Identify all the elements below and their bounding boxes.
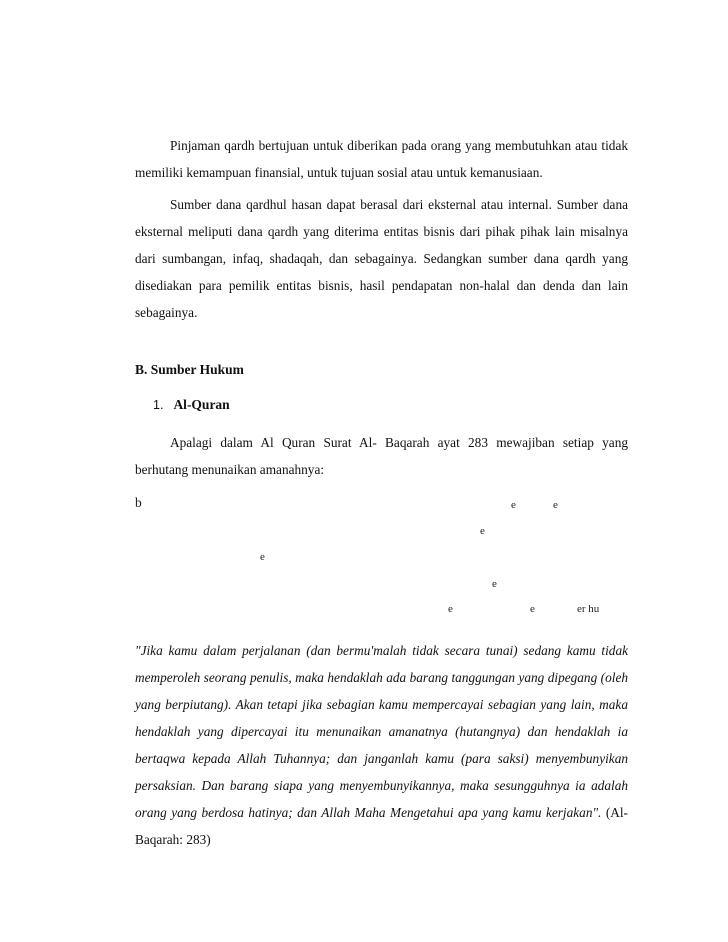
- arabic-fragment: b: [135, 495, 142, 510]
- subheading-number: 1.: [153, 398, 164, 412]
- arabic-fragment: e: [480, 525, 485, 537]
- arabic-fragment: e: [260, 551, 265, 563]
- arabic-fragment: e: [530, 603, 535, 615]
- paragraph-baqarah-intro: Apalagi dalam Al Quran Surat Al- Baqarah ayat 283 mewajiban setiap yang berhutang menunaikan amanahnya:: [135, 435, 628, 477]
- arabic-fragment: er hu: [577, 603, 600, 615]
- verse-translation-text: "Jika kamu dalam perjalanan (dan bermu'malah tidak secara tunai) sedang kamu tidak memperoleh seorang penulis, maka hendaklah ada barang tanggungan yang dipegang (oleh yang berpiutang). Akan tetapi jika sebagian kamu mempercayai sebagian yang lain, maka hendaklah yang dipercayai itu menunaikan amanatnya (hutangnya) dan hendaklah ia bertaqwa kepada Allah Tuhannya; dan janganlah kamu (para saksi) menyembunyikan persaksian. Dan barang siapa yang menyembunyikannya, maka sesungguhnya ia adalah orang yang berdosa hatinya; dan Allah Maha Mengetahui apa yang kamu kerjakan".: [135, 643, 628, 820]
- paragraph-fund-sources: Sumber dana qardhul hasan dapat berasal dari eksternal atau internal. Sumber dana eksternal meliputi dana qardh yang diterima entitas bisnis dari pihak pihak lain misalnya dari sumbangan, infaq, shadaqah, dan sebagainya. Sedangkan sumber dana qardh yang disediakan para pemilik entitas bisnis, hasil pendapatan non-halal dan denda dan lain sebagainya.: [135, 197, 628, 320]
- subheading-al-quran: [153, 397, 230, 413]
- arabic-fragment: e: [448, 603, 453, 615]
- verse-translation: [135, 637, 628, 853]
- arabic-fragment: e: [511, 499, 516, 511]
- subheading-label: Al-Quran: [173, 397, 230, 412]
- section-heading-sumber-hukum: B. Sumber Hukum: [135, 362, 244, 377]
- paragraph-qardh-purpose: Pinjaman qardh bertujuan untuk diberikan pada orang yang membutuhkan atau tidak memiliki kemampuan finansial, untuk tujuan sosial atau untuk kemanusiaan.: [135, 138, 628, 180]
- arabic-fragment: e: [553, 499, 558, 511]
- arabic-fragment: e: [492, 578, 497, 590]
- verse-citation: (Al-Baqarah: 283): [135, 805, 628, 847]
